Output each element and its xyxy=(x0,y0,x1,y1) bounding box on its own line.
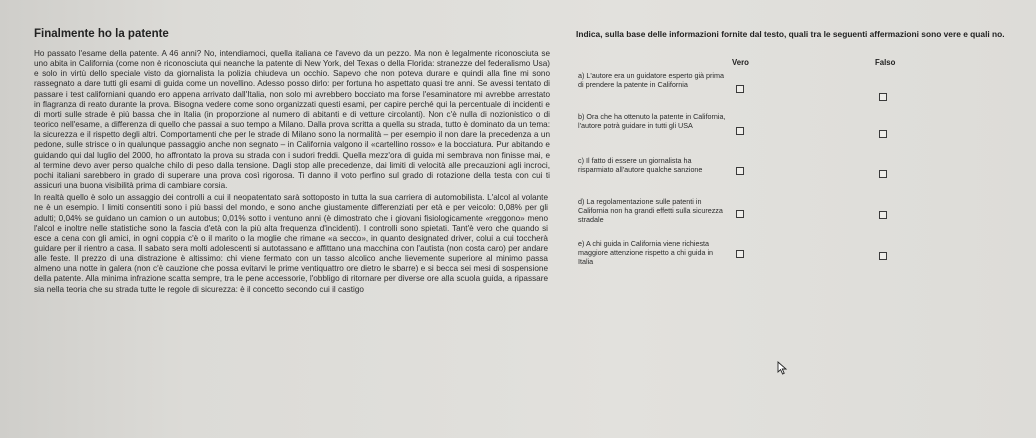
column-header-false: Falso xyxy=(875,58,896,67)
checkbox-true-d[interactable] xyxy=(736,210,744,218)
quiz-statement-a: a) L'autore era un guidatore esperto già prima di prendere la patente in California xyxy=(578,71,725,89)
quiz-statement-b: b) Ora che ha ottenuto la patente in California, l'autore potrà guidare in tutti gli USA xyxy=(578,112,726,130)
checkbox-false-a[interactable] xyxy=(879,93,887,101)
checkbox-true-e[interactable] xyxy=(736,250,744,258)
article-title: Finalmente ho la patente xyxy=(34,28,169,40)
article-body xyxy=(34,49,550,297)
checkbox-false-c[interactable] xyxy=(879,170,887,178)
quiz-instruction: Indica, sulla base delle informazioni fornite dal testo, quali tra le seguenti affermazioni sono vere e quali no. xyxy=(576,29,1005,39)
checkbox-true-b[interactable] xyxy=(736,127,744,135)
checkbox-true-c[interactable] xyxy=(736,167,744,175)
mouse-pointer-icon xyxy=(777,361,789,375)
article-paragraph-2: In realtà quello è solo un assaggio dei controlli a cui il neopatentato sarà sottoposto in tutta la sua carriera di automobilista. L'alcol al volante ne è un esempio. I limiti consentiti sono i più bassi del mondo, e sono anche giustamente differenziati per età e per veicolo: 0,08% per gli adulti; 0,04% se guidano un camion o un autobus; 0,01% sotto i ventuno anni (è dimostrato che i giovani fisiologicamente «reggono» meno l'alcol e inoltre nelle statistiche sono la fascia d'età con la più alta frequenza d'incidenti). I controlli sono spietati. Tant'è vero che quando si esce a cena con gli amici, in ogni coppia c'è o il marito o la moglie che rimane «a secco», in quanto designated driver, colui a cui toccherà guidare per il rientro a casa. Il sabato sera molti adolescenti si autotassano e affittano una macchina con l'autista (non costa caro) per andare alle feste. Il prezzo di una distrazione è altissimo: chi viene fermato con un tasso alcolico anche lievemente superiore al minimo passa almeno una notte in galera (non c'è cauzione che possa evitarvi le prime ventiquattro ore dietro le sbarre) e si becca sei mesi di sospensione della patente. Alla minima infrazione scatta sempre, tra le pene accessorie, l'obbligo di ritornare per diverse ore alla scuola guida, a ripassare sia nella teoria che su strada tutte le regole di sicurezza: è il concetto secondo cui il castigo xyxy=(34,193,548,294)
checkbox-false-b[interactable] xyxy=(879,130,887,138)
quiz-statement-d: d) La regolamentazione sulle patenti in California non ha grandi effetti sulla sicurezza stradale xyxy=(578,197,723,224)
quiz-statement-c: c) Il fatto di essere un giornalista ha risparmiato all'autore qualche sanzione xyxy=(578,156,703,174)
column-header-true: Vero xyxy=(732,58,749,67)
checkbox-false-d[interactable] xyxy=(879,211,887,219)
article-paragraph-1: Ho passato l'esame della patente. A 46 anni? No, intendiamoci, quella italiana ce l'avevo da un pezzo. Ma non è legalmente riconosciuta se uno abita in California (come non è riconosciuta qui neanche la patente di New York, del Texas o della Florida: stranezze del federalismo Usa) e solo in virtù dello speciale visto da giornalista la polizia chiudeva un occhio. Sapevo che non poteva durare e quindi alla fine mi sono rassegnato a dare tutti gli esami di guida come un novellino. Adesso posso dirlo: per fortuna ho aspettato quasi tre anni. Se avessi tentato di passare i test californiani quando ero appena arrivato dall'Italia, non solo mi avrebbero bocciato ma forse l'esaminatore mi avrebbe arrestato in flagranza di reato durante la prova. Bisogna vedere come sono organizzati questi esami, per capire perché qui la percentuale di incidenti e di morti sulle strade è più bassa che in Italia (in proporzione al numero di abitanti e di vetture circolanti). Non c'è nulla di nozionistico o di teorico nell'esame, a differenza di quello che passai a suo tempo a Milano. Dalla prova scritta a quella su strada, tutto è dominato da un tema: la sicurezza e il rispetto degli altri. Comportamenti che per le strade di Milano sono la normalità – per esempio il non dare la precedenza a un pedone, sulle strisce o in qualunque passaggio anche non segnato – in California valgono il «cartellino rosso» e la bocciatura. Pur abitando e guidando qui dal luglio del 2000, ho affrontato la prova su strada con i sudori freddi. Quella mezz'ora di guida mi sembrava non finisse mai, e al termine devo aver perso qualche chilo di peso dalla tensione. Dagli stop alle precedenze, dai limiti di velocità alle precauzioni agli incroci, pochi italiani sarebbero in grado di superare una prova così rigorosa. Ti danno il voto perfino sul grado di rotazione della testa con cui ti assicuri una buona visibilità prima di cambiare corsia. xyxy=(34,49,550,191)
quiz-statement-e: e) A chi guida in California viene richiesta maggiore attenzione rispetto a chi guida in Italia xyxy=(578,239,714,266)
checkbox-true-a[interactable] xyxy=(736,85,744,93)
checkbox-false-e[interactable] xyxy=(879,252,887,260)
